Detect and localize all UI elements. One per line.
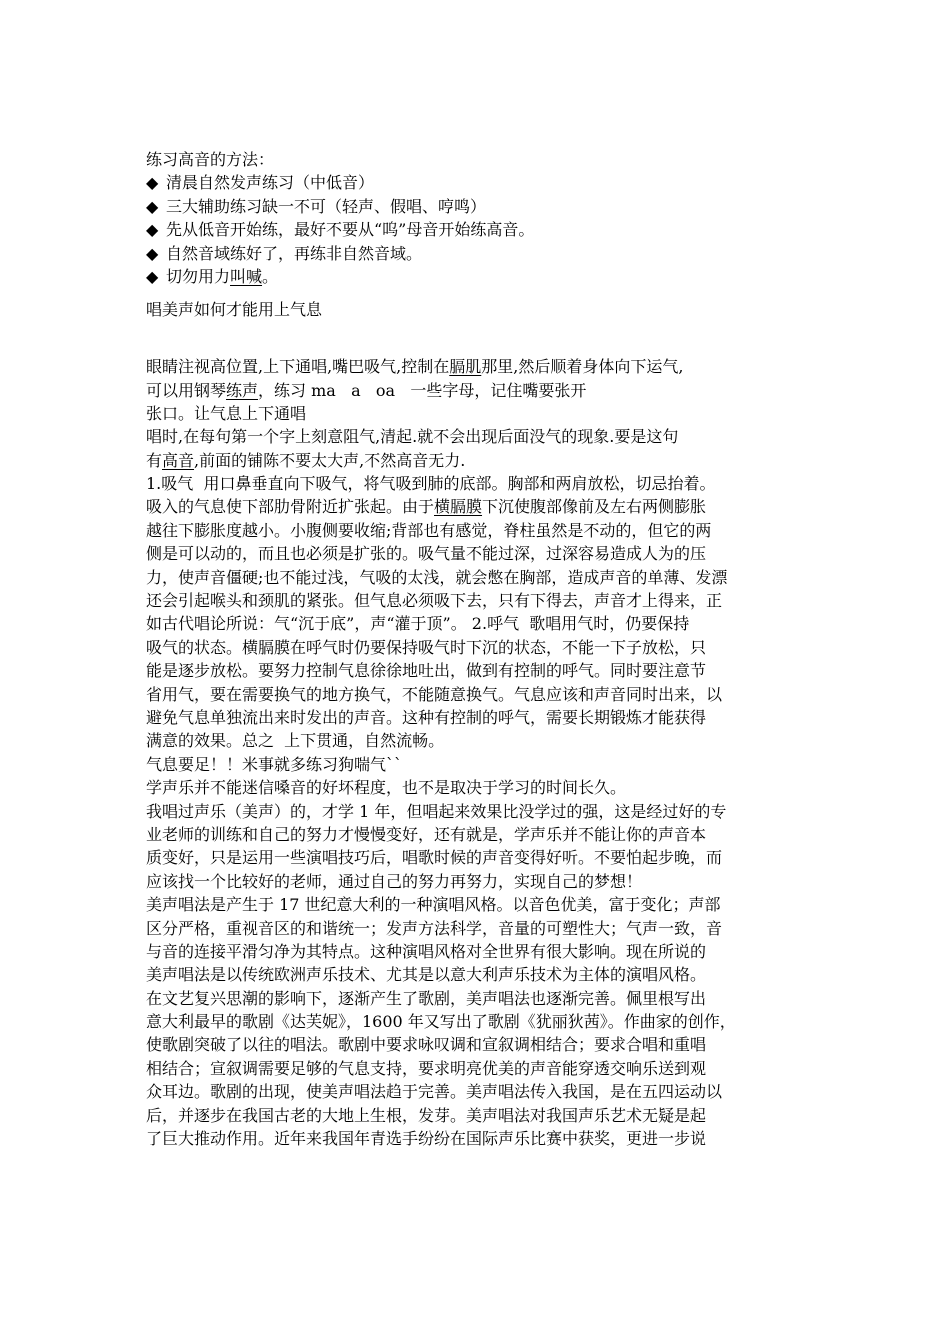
text-line: 侧是可以动的，而且也必须是扩张的。吸气量不能过深，过深容易造成人为的压	[146, 544, 707, 564]
list-item: ◆ 切勿用力叫喊。	[146, 265, 812, 288]
list-item: ◆ 三大辅助练习缺一不可（轻声、假唱、哼鸣）	[146, 195, 812, 218]
text-line: 还会引起喉头和颈肌的紧张。但气息必须吸下去，只有下得去，声音才上得来，正	[146, 591, 723, 611]
text-line: 意大利最早的歌剧《达芙妮》，1600 年又写出了歌剧《犹丽狄茜》。作曲家的创作，	[146, 1012, 736, 1032]
list-item: ◆ 先从低音开始练，最好不要从“呜”母音开始练高音。	[146, 218, 812, 241]
list-item: ◆ 清晨自然发声练习（中低音）	[146, 171, 812, 194]
text-line: 美声唱法是产生于 17 世纪意大利的一种演唱风格。以音色优美，富于变化；声部	[146, 895, 721, 915]
text-line: 众耳边。歌剧的出现，使美声唱法趋于完善。美声唱法传入我国，是在五四运动以	[146, 1082, 723, 1102]
link-shout[interactable]: 叫喊	[230, 266, 263, 286]
text-line: 如古代唱论所说：气“沉于底”，声“灌于顶”。 2.呼气 歌唱用气时，仍要保持	[146, 614, 690, 634]
text-line: 美声唱法是以传统欧洲声乐技术、尤其是以意大利声乐技术为主体的演唱风格。	[146, 965, 707, 985]
text-line: 张口。让气息上下通唱	[146, 403, 307, 423]
diamond-bullet-icon: ◆	[146, 266, 159, 286]
text-line: 与音的连接平滑匀净为其特点。这种演唱风格对全世界有很大影响。现在所说的	[146, 941, 707, 961]
text-line: 可以用钢琴练声，练习 ma a oa 一些字母，记住嘴要张开	[146, 380, 587, 400]
link-vocal-practice[interactable]: 练声	[226, 380, 259, 400]
text-line: 应该找一个比较好的老师，通过自己的努力再努力，实现自己的梦想！	[146, 871, 643, 891]
text-line: 1.吸气 用口鼻垂直向下吸气，将气吸到肺的底部。胸部和两肩放松，切忌抬着。	[146, 474, 716, 494]
diamond-bullet-icon: ◆	[146, 173, 159, 193]
text-line: 质变好，只是运用一些演唱技巧后，唱歌时候的声音变得好听。不要怕起步晚，而	[146, 848, 723, 868]
text-line: 后，并逐步在我国古老的大地上生根，发芽。美声唱法对我国声乐艺术无疑是起	[146, 1105, 707, 1125]
text-line: 吸气的状态。横膈膜在呼气时仍要保持吸气时下沉的状态，不能一下子放松，只	[146, 637, 707, 657]
text-line: 唱时,在每句第一个字上刻意阻气,清起.就不会出现后面没气的现象.要是这句	[146, 427, 679, 447]
text-line: 能是逐步放松。要努力控制气息徐徐地吐出，做到有控制的呼气。同时要注意节	[146, 661, 707, 681]
link-diaphragm[interactable]: 横膈膜	[434, 497, 483, 517]
diamond-bullet-icon: ◆	[146, 220, 159, 240]
text-line: 相结合；宣叙调需要足够的气息支持，要求明亮优美的声音能穿透交响乐送到观	[146, 1058, 707, 1078]
text-line: 在文艺复兴思潮的影响下，逐渐产生了歌剧，美声唱法也逐渐完善。佩里根写出	[146, 988, 707, 1008]
text-line: 气息要足！！米事就多练习狗喘气``	[146, 754, 403, 774]
link-diaphragm-muscle[interactable]: 膈肌	[449, 357, 482, 377]
text-line: 越往下膨胀度越小。小腹侧要收缩;背部也有感觉，脊柱虽然是不动的，但它的两	[146, 520, 712, 540]
text-line: 省用气，要在需要换气的地方换气，不能随意换气。气息应该和声音同时出来，以	[146, 684, 723, 704]
list-item: ◆ 自然音域练好了，再练非自然音域。	[146, 242, 812, 265]
bullet-list	[146, 171, 812, 288]
section-title-high-notes: 练习高音的方法：	[146, 150, 275, 169]
text-line: 业老师的训练和自己的努力才慢慢变好，还有就是，学声乐并不能让你的声音本	[146, 824, 707, 844]
text-line: 吸入的气息使下部肋骨附近扩张起。由于横膈膜下沉使腹部像前及左右两侧膨胀	[146, 497, 707, 517]
text-line: 区分严格，重视音区的和谐统一；发声方法科学，音量的可塑性大；气声一致，音	[146, 918, 723, 938]
text-line: 我唱过声乐（美声）的，才学 1 年，但唱起来效果比没学过的强，这是经过好的专	[146, 801, 727, 821]
text-line: 使歌剧突破了以往的唱法。歌剧中要求咏叹调和宣叙调相结合；要求合唱和重唱	[146, 1035, 707, 1055]
diamond-bullet-icon: ◆	[146, 243, 159, 263]
text-line: 学声乐并不能迷信嗓音的好坏程度，也不是取决于学习的时间长久。	[146, 778, 627, 798]
document-page	[146, 148, 812, 1150]
text-line: 力，使声音僵硬;也不能过浅，气吸的太浅，就会憋在胸部，造成声音的单薄、发漂	[146, 567, 728, 587]
text-line: 满意的效果。总之 上下贯通，自然流畅。	[146, 731, 445, 751]
link-high-note[interactable]: 高音	[162, 450, 195, 470]
text-line: 避免气息单独流出来时发出的声音。这种有控制的呼气，需要长期锻炼才能获得	[146, 707, 707, 727]
diamond-bullet-icon: ◆	[146, 196, 159, 216]
text-line: 眼睛注视高位置,上下通唱,嘴巴吸气,控制在膈肌那里,然后顺着身体向下运气,	[146, 357, 684, 377]
text-line: 有高音,前面的铺陈不要太大声,不然高音无力.	[146, 450, 466, 470]
text-line: 了巨大推动作用。近年来我国年青选手纷纷在国际声乐比赛中获奖，更进一步说	[146, 1129, 707, 1149]
section-title-bel-canto-breath: 唱美声如何才能用上气息	[146, 300, 323, 320]
